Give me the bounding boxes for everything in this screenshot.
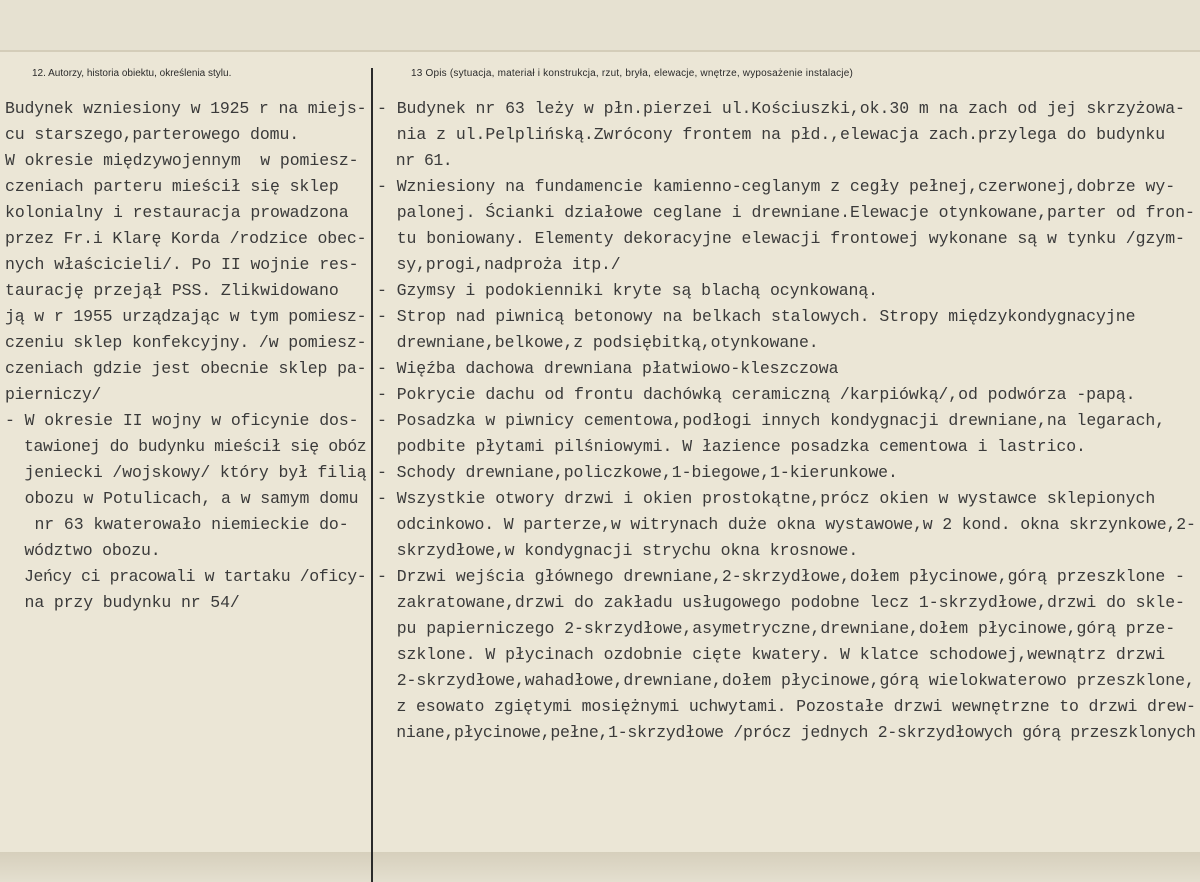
text-line: niane,płycinowe,pełne,1-skrzydłowe /prócz jednych 2-skrzydłowych górą przeszklonych bbox=[377, 723, 1196, 742]
text-line: pu papierniczego 2-skrzydłowe,asymetryczne,drewniane,dołem płycinowe,górą prze- bbox=[377, 619, 1176, 638]
text-line: Jeńcy ci pracowali w tartaku /oficy- bbox=[5, 567, 367, 586]
text-line: przez Fr.i Klarę Korda /rodzice obec- bbox=[5, 229, 367, 248]
text-line: - Schody drewniane,policzkowe,1-biegowe,1-kierunkowe. bbox=[377, 463, 898, 482]
page-top-edge bbox=[0, 50, 1200, 52]
text-line: zakratowane,drzwi do zakładu usługowego podobne lecz 1-skrzydłowe,drzwi do skle- bbox=[377, 593, 1185, 612]
text-line: na przy budynku nr 54/ bbox=[5, 593, 240, 612]
text-line: W okresie międzywojennym w pomiesz- bbox=[5, 151, 359, 170]
text-line: szklone. W płycinach ozdobnie cięte kwatery. W klatce schodowej,wewnątrz drzwi bbox=[377, 645, 1166, 664]
text-line: nia z ul.Pelplińską.Zwrócony frontem na płd.,elewacja zach.przylega do budynku bbox=[377, 125, 1166, 144]
text-line: z esowato zgiętymi mosiężnymi uchwytami. Pozostałe drzwi wewnętrzne to drzwi drew- bbox=[377, 697, 1196, 716]
text-line: - Wzniesiony na fundamencie kamienno-ceglanym z cegły pełnej,czerwonej,dobrze wy- bbox=[377, 177, 1176, 196]
text-line: nr 63 kwaterowało niemieckie do- bbox=[5, 515, 349, 534]
page-bottom-fold bbox=[0, 852, 1200, 882]
text-line: odcinkowo. W parterze,w witrynach duże okna wystawowe,w 2 kond. okna skrzynkowe,2- bbox=[377, 515, 1196, 534]
text-line: - W okresie II wojny w oficynie dos- bbox=[5, 411, 359, 430]
text-line: pierniczy/ bbox=[5, 385, 102, 404]
text-line: - Gzymsy i podokienniki kryte są blachą ocynkowaną. bbox=[377, 281, 879, 300]
text-line: - Drzwi wejścia głównego drewniane,2-skrzydłowe,dołem płycinowe,górą przeszklone - bbox=[377, 567, 1185, 586]
text-line: czeniach parteru mieścił się sklep bbox=[5, 177, 339, 196]
text-line: nych właścicieli/. Po II wojnie res- bbox=[5, 255, 359, 274]
text-line: cu starszego,parterowego domu. bbox=[5, 125, 300, 144]
text-line: taurację przejął PSS. Zlikwidowano bbox=[5, 281, 339, 300]
text-line: drewniane,belkowe,z podsiębitką,otynkowane. bbox=[377, 333, 819, 352]
text-line: - Więźba dachowa drewniana płatwiowo-kleszczowa bbox=[377, 359, 839, 378]
history-column bbox=[5, 96, 369, 616]
text-line: sy,progi,nadproża itp./ bbox=[377, 255, 621, 274]
text-line: - Wszystkie otwory drzwi i okien prostokątne,prócz okien w wystawce sklepionych bbox=[377, 489, 1156, 508]
text-line: kolonialny i restauracja prowadzona bbox=[5, 203, 349, 222]
text-line: palonej. Ścianki działowe ceglane i drewniane.Elewacje otynkowane,parter od fron- bbox=[377, 203, 1195, 222]
text-line: tawionej do budynku mieścił się obóz bbox=[5, 437, 367, 456]
text-line: jeniecki /wojskowy/ który był filią bbox=[5, 463, 367, 482]
right-column-header: 13 Opis (sytuacja, materiał i konstrukcja, rzut, bryła, elewacje, wnętrze, wyposażenie instalacje) bbox=[411, 68, 853, 79]
text-line: podbite płytami pilśniowymi. W łazience posadzka cementowa i lastrico. bbox=[377, 437, 1086, 456]
text-line: - Pokrycie dachu od frontu dachówką ceramiczną /karpiówką/,od podwórza -papą. bbox=[377, 385, 1136, 404]
left-column-header: 12. Autorzy, historia obiektu, określenia stylu. bbox=[32, 68, 232, 79]
text-line: tu boniowany. Elementy dekoracyjne elewacji frontowej wykonane są w tynku /gzym- bbox=[377, 229, 1185, 248]
page-top-margin bbox=[0, 0, 1200, 52]
text-line: nr 61. bbox=[377, 151, 453, 170]
text-line: wództwo obozu. bbox=[5, 541, 161, 560]
text-line: - Posadzka w piwnicy cementowa,podłogi innych kondygnacji drewniane,na legarach, bbox=[377, 411, 1166, 430]
column-divider bbox=[371, 68, 373, 882]
text-line: - Strop nad piwnicą betonowy na belkach stalowych. Stropy międzykondygnacyjne bbox=[377, 307, 1136, 326]
text-line: ją w r 1955 urządzając w tym pomiesz- bbox=[5, 307, 367, 326]
text-line: Budynek wzniesiony w 1925 r na miejs- bbox=[5, 99, 367, 118]
text-line: - Budynek nr 63 leży w płn.pierzei ul.Kościuszki,ok.30 m na zach od jej skrzyżowa- bbox=[377, 99, 1185, 118]
text-line: czeniach gdzie jest obecnie sklep pa- bbox=[5, 359, 367, 378]
text-line: czeniu sklep konfekcyjny. /w pomiesz- bbox=[5, 333, 367, 352]
text-line: skrzydłowe,w kondygnacji strychu okna krosnowe. bbox=[377, 541, 859, 560]
text-line: obozu w Potulicach, a w samym domu bbox=[5, 489, 359, 508]
text-line: 2-skrzydłowe,wahadłowe,drewniane,dołem płycinowe,górą wielokwaterowo przeszklone, bbox=[377, 671, 1195, 690]
description-column bbox=[377, 96, 1200, 746]
